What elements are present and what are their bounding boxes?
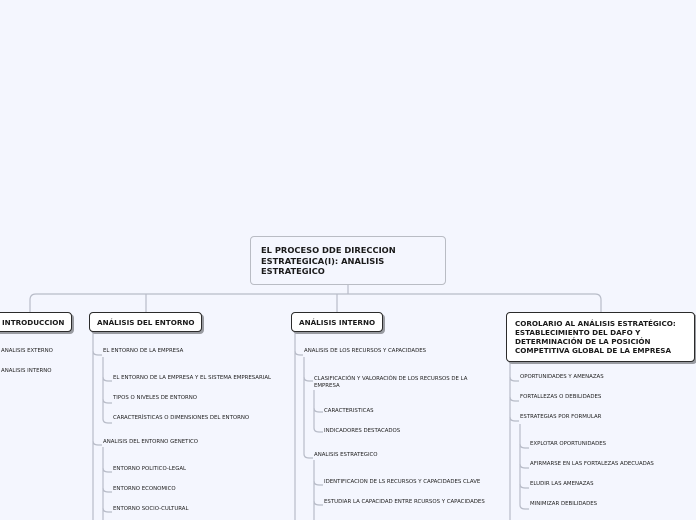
subtopic-entorno-empresa[interactable]: EL ENTORNO DE LA EMPRESA [103, 348, 184, 354]
topic-analisis-interno[interactable]: ANÁLISIS INTERNO [291, 312, 383, 332]
subtopic-analisis-externo[interactable]: ANALISIS EXTERNO [1, 348, 53, 354]
subtopic-afirmarse-fortalezas[interactable]: AFIRMARSE EN LAS FORTALEZAS ADECUADAS [530, 461, 654, 467]
subtopic-economico[interactable]: ENTORNO ECONOMICO [113, 486, 176, 492]
topic-corolario-dafo[interactable]: COROLARIO AL ANÁLISIS ESTRATÉGICO: ESTABLECIMIENTO DEL DAFO Y DETERMINACIÓN DE LA POSICIÓN COMPETITIVA GLOBAL DE LA EMPRESA [506, 312, 695, 362]
subtopic-eludir-amenazas[interactable]: ELUDIR LAS AMENAZAS [530, 481, 594, 487]
subtopic-socio-cultural[interactable]: ENTORNO SOCIO-CULTURAL [113, 506, 189, 512]
subtopic-entorno-sistema[interactable]: EL ENTORNO DE LA EMPRESA Y EL SISTEMA EMPRESARIAL [113, 375, 272, 381]
subtopic-analisis-interno[interactable]: ANALISIS INTERNO [1, 368, 52, 374]
subtopic-entorno-genetico[interactable]: ANALISIS DEL ENTORNO GENETICO [103, 439, 199, 445]
subtopic-oportunidades-amenazas[interactable]: OPORTUNIDADES Y AMENAZAS [520, 374, 604, 380]
subtopic-caracteristicas-entorno[interactable]: CARACTERÍSTICAS O DIMENSIONES DEL ENTORNO [113, 415, 250, 421]
subtopic-analisis-estrategico[interactable]: ANALISIS ESTRATEGICO [314, 452, 378, 458]
subtopic-estudiar-capacidad[interactable]: ESTUDIAR LA CAPACIDAD ENTRE RCURSOS Y CAPACIDADES [324, 499, 485, 505]
subtopic-explotar-oportunidades[interactable]: EXPLOTAR OPORTUNIDADES [530, 441, 607, 447]
subtopic-tipos-entorno[interactable]: TIPOS O NIVELES DE ENTORNO [113, 395, 197, 401]
subtopic-minimizar-debilidades[interactable]: MINIMIZAR DEBILIDADES [530, 501, 598, 507]
subtopic-recursos-capacidades[interactable]: ANALISIS DE LOS RECURSOS Y CAPACIDADES [304, 348, 427, 354]
topic-analisis-del-entorno[interactable]: ANÁLISIS DEL ENTORNO [89, 312, 202, 332]
subtopic-caracteristicas[interactable]: CARACTERISTICAS [324, 408, 374, 414]
subtopic-fortalezas-debilidades[interactable]: FORTALLEZAS O DEBILIDADES [520, 394, 602, 400]
subtopic-identificacion-recursos[interactable]: IDENTIFICACION DE LS RECURSOS Y CAPACIDADES CLAVE [324, 479, 481, 485]
subtopic-clasificacion-valoracion[interactable]: CLASIFICACIÓN Y VALORACIÓN DE LOS RECURSOS DE LA EMPRESA [314, 376, 468, 389]
subtopic-politico-legal[interactable]: ENTORNO POLITICO-LEGAL [113, 466, 187, 472]
subtopic-estrategias-formular[interactable]: ESTRATEGIAS POR FORMULAR [520, 414, 602, 420]
subtopic-indicadores-destacados[interactable]: INDICADORES DESTACADOS [324, 428, 401, 434]
topic-introduccion[interactable]: INTRODUCCION [0, 312, 72, 332]
central-topic[interactable]: EL PROCESO DDE DIRECCION ESTRATEGICA(I): ANALISIS ESTRATEGICO [250, 236, 446, 285]
